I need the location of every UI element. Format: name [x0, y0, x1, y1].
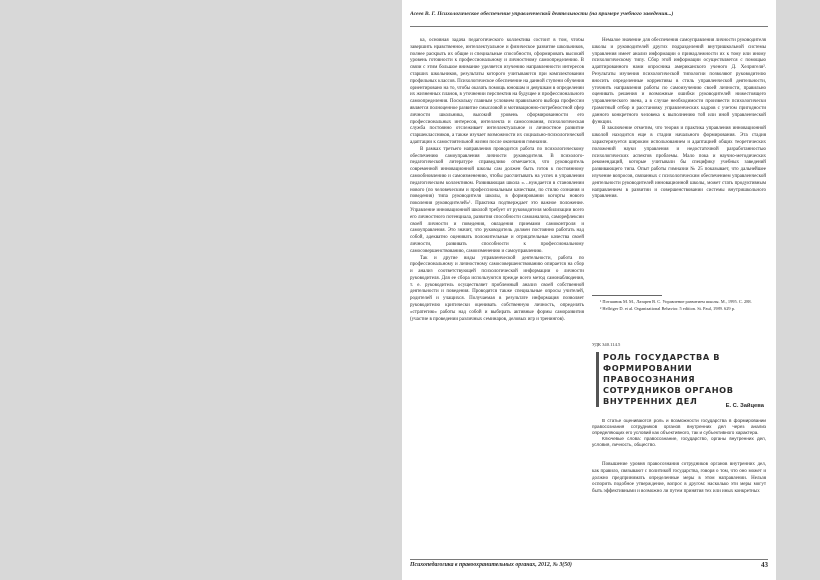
left-text-column — [410, 38, 584, 553]
article-abstract — [592, 418, 766, 448]
page-footer — [410, 559, 768, 568]
footnote: ² Hellriger D. et al. Organizational Behavior. 5 edition. St. Paul, 1989. 629 p. — [600, 306, 736, 311]
paragraph: В рамках третьего направления проводится работа по психологическому обеспечению самоуправления личности руководителя. В психолого-педагогической литературе справедливо отмечается, что руководитель современной инновационной школы сам должен быть готов к постоянному самообновлению и самоизменению, чтобы рассчитывать на успех в управлении педагогическим коллективом. Развивающая школа «…нуждается в становлении нового (по человеческим и профессиональным качествам, по стилю сознания и поведения) типа руководителя школы, в формировании когорты нового поколения руководителей»¹. Практика подтверждает это важное положение. Управление инновационной школой требует от руководителя мобилизации всего его личностного потенциала, развития способности самоанализа, саморефлексии своей личности и поведения, овладения приемами самоконтроля и самоуправления. Это значит, что руководитель должен постоянно работать над собой, адекватно оценивать положительные и отрицательные качества своей личности, развивать способности к профессиональному самосовершенствованию, самоизменению и самоуправлению. — [410, 146, 584, 254]
abstract-text: В статье оцениваются роль и возможности государства в формировании правосознания сотрудников органов внутренних дел через анализ определяющих его условий как объективного, так и субъективного характера. — [592, 418, 766, 435]
keywords: Ключевые слова: правосознание, государство, органы внутренних дел, условия, личность, общество. — [592, 436, 766, 447]
journal-name: Психопедагогика в правоохранительных органах, 2012, № 3(50) — [410, 562, 572, 568]
paragraph: Повышение уровня правосознания сотрудников органов внутренних дел, как правило, связывают с политикой государства, говоря о том, что оно может и должно предпринимать определенные меры в этом направлении. Нельзя оспорить подобное утверждение, вопрос в другом: насколько эти меры могут быть эффективными и возможно ли путем принятия тех или иных конкретных — [592, 462, 766, 495]
article-author: Е. С. Зайцева — [725, 403, 764, 409]
running-header: Асеев В. Г. Психологическое обеспечение управленческой деятельности (на примере учебного заведения...) — [410, 10, 768, 27]
article-title: РОЛЬ ГОСУДАРСТВА В ФОРМИРОВАНИИ ПРАВОСОЗНАНИЯ СОТРУДНИКОВ ОРГАНОВ ВНУТРЕННИХ ДЕЛ — [596, 352, 771, 407]
journal-page — [402, 0, 776, 580]
page-number: 43 — [761, 561, 768, 569]
footnotes — [592, 295, 766, 313]
article-body — [592, 462, 766, 496]
footnote: ¹ Поташник М. М., Лазарев В. С. Управление развитием школы. М., 1995. С. 288. — [600, 299, 752, 304]
udc-code: УДК 340.114.5 — [592, 342, 621, 347]
paragraph: В заключение отметим, что теория и практика управления инновационной школой находится еще в стадии начального формирования. Эта стадия характеризуется широким использованием и адаптацией общих теоретических положений науки управления и недостаточной разработанностью психологических аспектов проблемы. Мало пока и научно-методических рекомендаций, которые учитывали бы специфику учебных заведений развивающего типа. Опыт работы гимназии № 25 показывает, что дальнейшее изучение вопросов, связанных с психологическим обеспечением управленческой деятельности руководителей инновационной школы, может стать продуктивным направлением в развитии и совершенствовании системы внутришкольного управления. — [592, 126, 766, 200]
paragraph: Так и другие виды управленческой деятельности, работа по профессиональному и личностному самосовершенствованию опирается на сбор и анализ соответствующей психологической информации о личности руководителя. Для ее сбора используются прежде всего метод самонаблюдения, т. е. руководитель осуществляет проблемный анализ своей собственной деятельности и поведения. Проводятся также специальные опросы учителей, родителей и учащихся. Получаемая в результате информация позволяет руководителю критически оценивать собственную личность, определять «стратегию» работы над собой и выбирать активные формы саморазвития (участие в проведении различных семинаров, деловых игр и тренингов). — [410, 255, 584, 322]
paragraph: Немалое значение для обеспечения самоуправления личности руководителя школы и руководителей других подразделений внутришкольной системы управления имеет анализ информации о принадлежности их к тому или иному психологическому типу. Сбор этой информации осуществляется с помощью адаптированного нами опросника американского ученого Д. Хелригеля². Результаты изучения психологической типологии позволяют руководителю вносить определенные коррективы в стиль управленческой деятельности, уточнить направления работы по самоизучению своей личности, правильно оценивать решения и возможные ошибки руководителей нижестоящего управленческого звена, а в случае необходимости произвести психологически грамотный отбор и расстановку управленческих кадров с учетом пригодности данного конкретного человека к выполнению той или иной управленческой функции. — [592, 38, 766, 125]
right-text-column — [592, 38, 766, 201]
paragraph: ка, основная задача педагогического коллектива состоит в том, чтобы завершить нравственное, интеллектуальное и физическое развитие школьников, полнее раскрыть их общие и специальные способности, сформировать высокий уровень готовности к профессиональному и личностному самоопределению. В связи с этим большое внимание уделяется изучению направленности интересов старших школьников, результаты которого учитываются при комплектовании профильных классов. Психологическое обеспечение на данной ступени обучения ориентировано на то, чтобы оказать помощь юношам и девушкам в определении их жизненных планов, в уточнении перспектив на будущее и профессионального самоопределения. Поскольку главным условием правильного выбора профессии является полноценное развитие смысловой и мотивационно-потребностной сфер личности школьника, высокий уровень сформированности его профессиональных интересов, интеллекта и самосознания, психологическая служба постоянно отслеживает интеллектуальное и личностное развитие старшеклассников, а также изучает возможности их социально-психологической адаптации к самостоятельной жизни после окончания гимназии. — [410, 38, 584, 145]
footnote-divider — [592, 295, 662, 296]
